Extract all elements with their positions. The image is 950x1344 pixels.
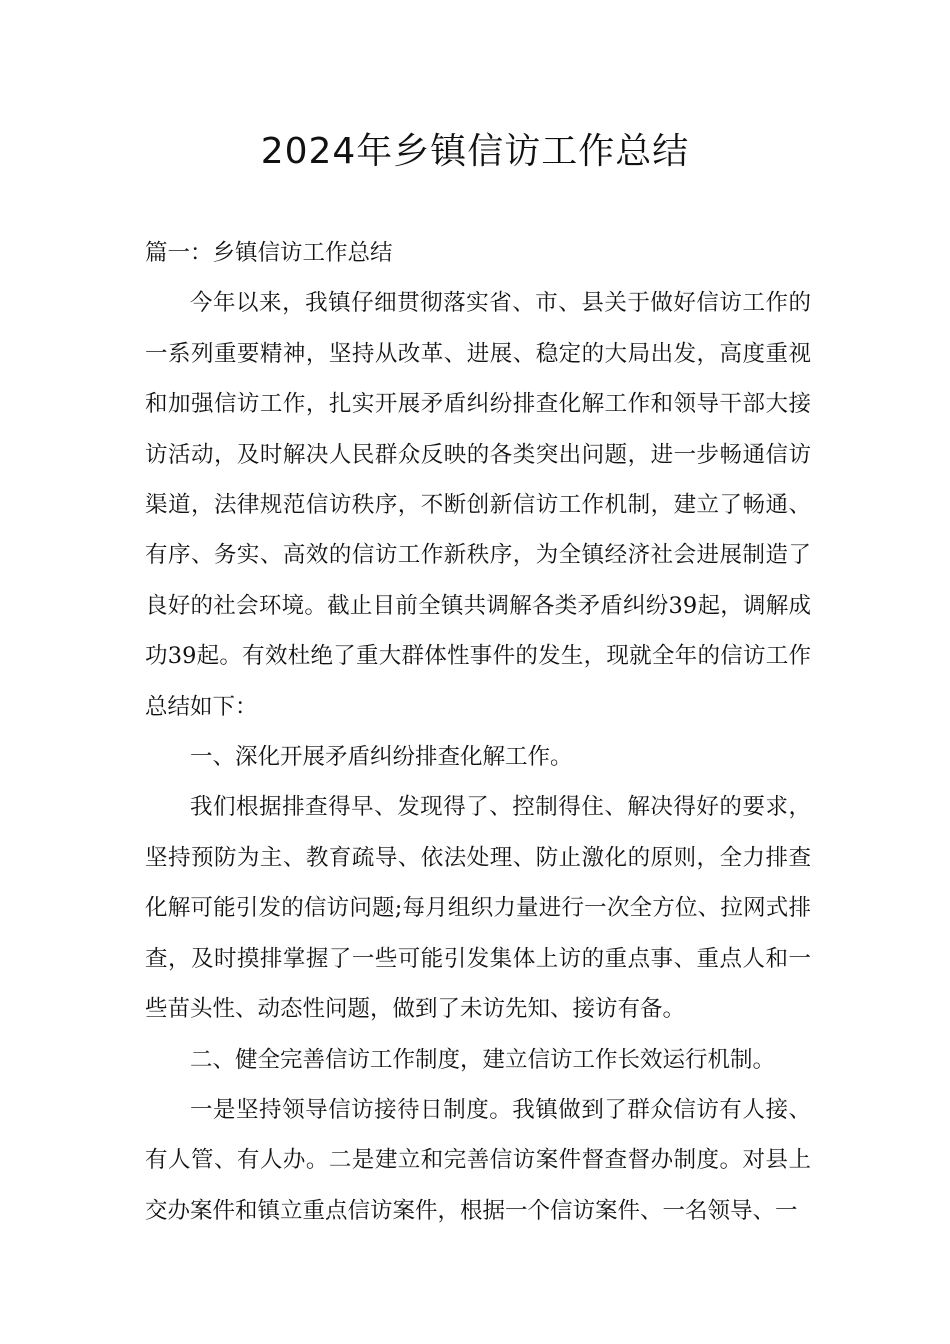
section-heading: 篇一：乡镇信访工作总结 — [145, 240, 393, 266]
paragraph-intro: 今年以来，我镇仔细贯彻落实省、市、县关于做好信访工作的一系列重要精神，坚持从改革、进展、稳定的大局出发，高度重视和加强信访工作，扎实开展矛盾纠纷排查化解工作和领导干部大接访活动，及时解决人民群众反映的各类突出问题，进一步畅通信访渠道，法律规范信访秩序，不断创新信访工作机制，建立了畅通、有序、务实、高效的信访工作新秩序，为全镇经济社会进展制造了良好的社会环境。截止目前全镇共调解各类矛盾纠纷39起，调解成功39起。有效杜绝了重大群体性事件的发生，现就全年的信访工作总结如下： — [145, 290, 811, 720]
paragraph-heading-2: 二、健全完善信访工作制度，建立信访工作长效运行机制。 — [190, 1046, 776, 1073]
document-body — [145, 228, 811, 1236]
document-title: 2024年乡镇信访工作总结 — [260, 131, 690, 172]
paragraph-system: 一是坚持领导信访接待日制度。我镇做到了群众信访有人接、有人管、有人办。二是建立和完善信访案件督查督办制度。对县上交办案件和镇立重点信访案件，根据一个信访案件、一名领导、一 — [145, 1096, 811, 1224]
paragraph-heading-1: 一、深化开展矛盾纠纷排查化解工作。 — [190, 744, 573, 771]
paragraph-investigation: 我们根据排查得早、发现得了、控制得住、解决得好的要求，坚持预防为主、教育疏导、依法处理、防止激化的原则，全力排查化解可能引发的信访问题;每月组织力量进行一次全方位、拉网式排查，及时摸排掌握了一些可能引发集体上访的重点事、重点人和一些苗头性、动态性问题，做到了未访先知、接访有备。 — [145, 794, 811, 1023]
